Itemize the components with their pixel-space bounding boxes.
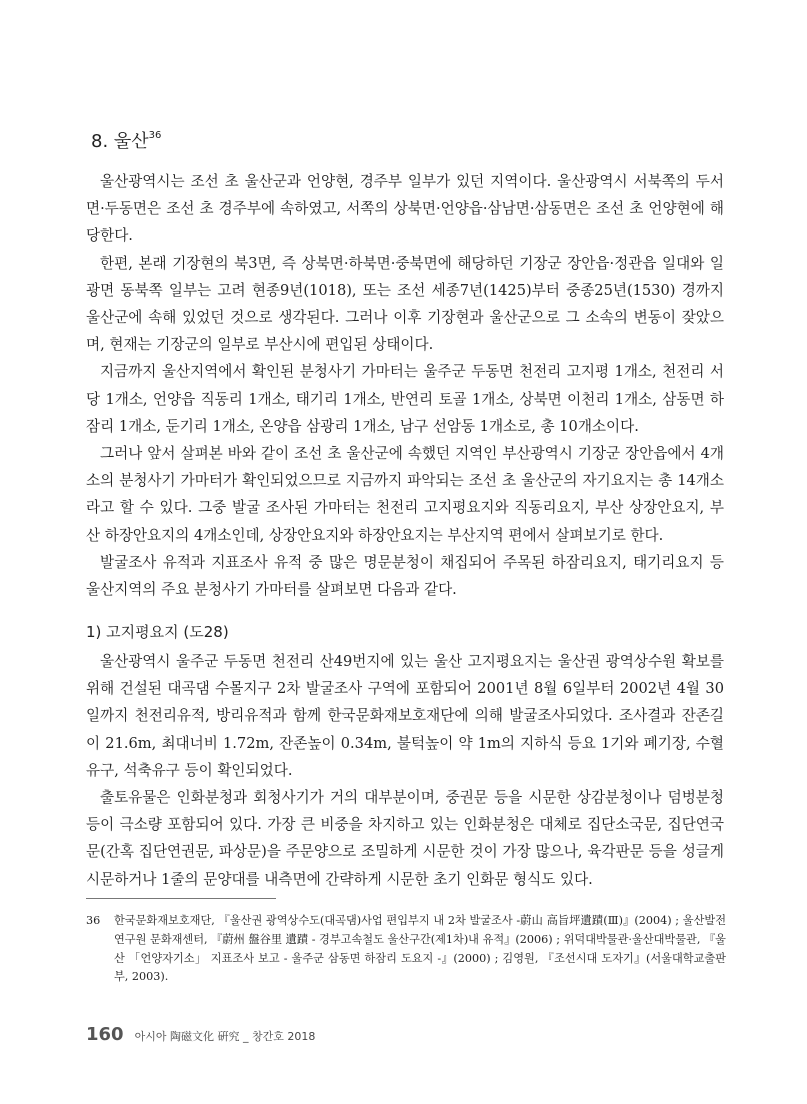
paragraph: 울산광역시 울주군 두동면 천전리 산49번지에 있는 울산 고지평요지는 울산권 광역상수원 확보를 위해 건설된 대곡댐 수몰지구 2차 발굴조사 구역에 포함되어 2001년 8월 6일부터 2002년 4월 30일까지 천전리유적, 방리유적과 함께 한국문화재보호재단에 의해 발굴조사되었다. 조사결과 잔존길이 21.6m, 최대너비 1.72m, 잔존높이 0.34m, 불턱높이 약 1m의 지하식 등요 1기와 폐기장, 수혈유구, 석축유구 등이 확인되었다. [86,653,724,779]
footnote-number: 36 [86,914,101,927]
paragraph: 한편, 본래 기장현의 북3면, 즉 상북면·하북면·중북면에 해당하던 기장군 장안읍·정관읍 일대와 일광면 동북쪽 일부는 고려 현종9년(1018), 또는 조선 세종7년(1425)부터 중종25년(1530) 경까지 울산군에 속해 있었던 것으로 생각된다. 그러나 이후 기장현과 울산군으로 그 소속의 변동이 잦았으며, 현재는 기장군의 일부로 부산시에 편입된 상태이다. [86,254,724,354]
section-body [86,168,724,603]
section-title-text: 8. 울산 [91,131,149,152]
journal-title: 아시아 陶磁文化 硏究 _ 창간호 2018 [134,1030,316,1043]
subsection-title-text: 1) 고지평요지 [86,623,179,641]
footnote-divider [86,898,276,899]
footnote [86,912,726,987]
subsection-heading [86,621,229,642]
paragraph: 지금까지 울산지역에서 확인된 분청사기 가마터는 울주군 두동면 천전리 고지평 1개소, 천전리 서당 1개소, 언양읍 직동리 1개소, 태기리 1개소, 반연리 토골 1개소, 상북면 이천리 1개소, 삼동면 하잠리 1개소, 둔기리 1개소, 온양읍 삼광리 1개소, 남구 선암동 1개소로, 총 10개소이다. [86,363,724,435]
subsection-body [86,648,724,893]
paragraph: 출토유물은 인화분청과 회청사기가 거의 대부분이며, 중권문 등을 시문한 상감분청이나 덤벙분청 등이 극소량 포함되어 있다. 가장 큰 비중을 차지하고 있는 인화분청은 대체로 집단소국문, 집단연국문(간혹 집단연권문, 파상문)을 주문양으로 조밀하게 시문한 것이 가장 많으나, 육각판문 등을 성글게 시문하거나 1줄의 문양대를 내측면에 간략하게 시문한 초기 인화문 형식도 있다. [86,789,724,888]
page-number: 160 [86,1024,124,1045]
footnote-text: 한국문화재보호재단, 『울산권 광역상수도(대곡댐)사업 편입부지 내 2차 발굴조사 -蔚山 高旨坪遺蹟(Ⅲ)』(2004) ; 울산발전연구원 문화재센터, 『蔚州 盤谷里 遺蹟 - 경부고속철도 울산구간(제1차)내 유적』(2006) ; 위덕대박물관·울산대박물관, 『울산 「언양자기소」 지표조사 보고 - 울주군 삼동면 하잠리 도요지 -』(2000) ; 김영원, 『조선시대 도자기』(서울대학교출판부, 2003). [114,914,726,984]
section-heading [91,127,161,153]
footnote-reference[interactable]: 36 [148,130,162,141]
paragraph: 그러나 앞서 살펴본 바와 같이 조선 초 울산군에 속했던 지역인 부산광역시 기장군 장안읍에서 4개소의 분청사기 가마터가 확인되었으므로 지금까지 파악되는 조선 초 울산군의 자기요지는 총 14개소라고 할 수 있다. 그중 발굴 조사된 가마터는 천전리 고지평요지와 직동리요지, 부산 상장안요지, 부산 하장안요지의 4개소인데, 상장안요지와 하장안요지는 부산지역 편에서 살펴보기로 한다. [86,445,724,544]
figure-reference: (도28) [183,623,229,641]
running-footer [86,1024,315,1045]
paragraph: 울산광역시는 조선 초 울산군과 언양현, 경주부 일부가 있던 지역이다. 울산광역시 서북쪽의 두서면·두동면은 조선 초 경주부에 속하였고, 서쪽의 상북면·언양읍·삼남면·삼동면은 조선 초 언양현에 해당한다. [86,173,724,245]
paragraph: 발굴조사 유적과 지표조사 유적 중 많은 명문분청이 채집되어 주목된 하잠리요지, 태기리요지 등 울산지역의 주요 분청사기 가마터를 살펴보면 다음과 같다. [86,553,724,599]
